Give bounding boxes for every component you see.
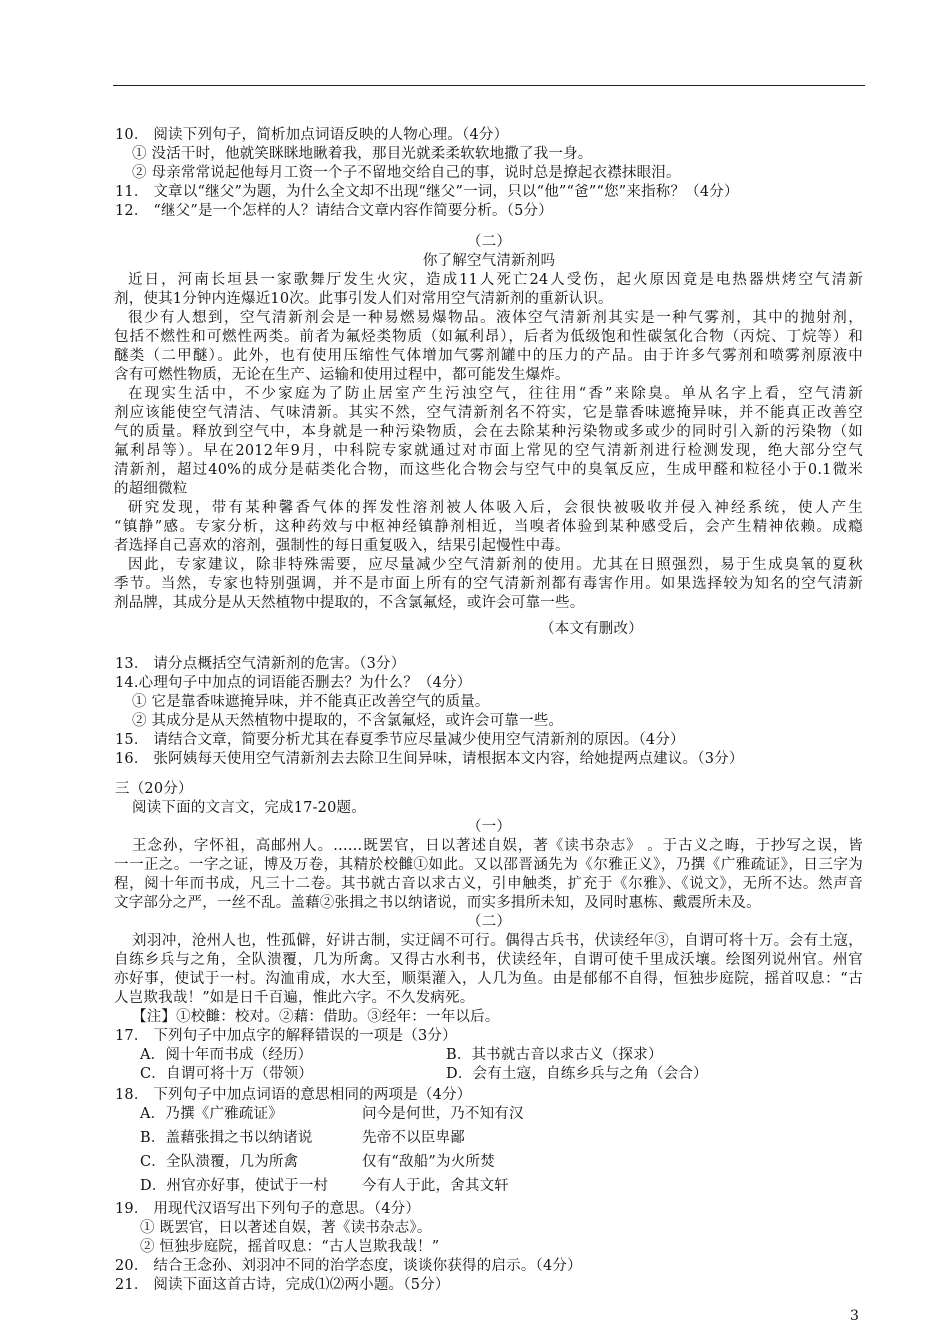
q18-option-a-compare: 问今是何世，乃不知有汉 [362,1106,524,1122]
classical-text-1: 文字部分之严，一丝不乱。盖藉②张揖之书以纳诸说，而实多揖所未知，及同时惠栋、戴震所未及。 [114,895,761,911]
q18-option-c: C．全队溃覆，几为所禽 [140,1154,299,1170]
q19-sentence-2: ② 恒独步庭院，摇首叹息：“古人岂欺我哉！” [140,1239,440,1255]
question-19: 19． 用现代汉语写出下列句子的意思。（4分） [115,1201,421,1217]
question-16: 16． 张阿姨每天使用空气清新剂去去除卫生间异味，请根据本文内容，给她提两点建议。（3分） [115,751,744,767]
article-paragraph-2: 醚类（二甲醚）。此外，也有使用压缩性气体增加气雾剂罐中的压力的产品。由于许多气雾剂和喷雾剂原液中 [114,348,863,364]
question-12: 12． “继父”是一个怎样的人？请结合文章内容作简要分析。（5分） [115,203,553,219]
article-paragraph-3: 氟利昂等）。早在2012年9月，中科院专家就通过对市面上常见的空气清新剂进行检测发现，绝大部分空气 [114,443,863,459]
page-number: 3 [850,1308,859,1324]
header-rule [113,85,865,86]
article-paragraph-5: 季节。当然，专家也特别强调，并不是市面上所有的空气清新剂都有毒害作用。如果选择较为知名的空气清新 [114,576,863,592]
section-2-heading: （二） [466,234,512,250]
classical-text-1-heading: （一） [466,819,512,835]
classical-text-2: 自练乡兵与之角，全队溃覆，几为所禽。又得古水利书，伏读经年，自谓可使千里成沃壤。绘图列说州官。州官 [114,952,863,968]
q17-option-d: D．会有土寇，自练乡兵与之角（会合） [446,1066,708,1082]
classical-text-2: 亦好事，使试于一村。沟洫甫成，水大至，顺渠灌入，人几为鱼。由是郁郁不自得，恒独步庭院，摇首叹息：“古 [114,971,863,987]
question-15: 15． 请结合文章，简要分析尤其在春夏季节应尽量减少使用空气清新剂的原因。（4分） [115,732,685,748]
question-17: 17． 下列句子中加点字的解释错误的一项是（3分） [115,1028,457,1044]
section-3-heading: 三（20分） [115,781,193,797]
question-11: 11． 文章以“继父”为题，为什么全文却不出现“继父”一词，只以“他”“爸”“您”来指称？（4分） [115,184,739,200]
q18-option-b: B．盖藉张揖之书以纳诸说 [140,1130,313,1146]
section-3-instruction: 阅读下面的文言文，完成17-20题。 [132,800,366,816]
article-paragraph-3: 气的质量。释放到空气中，本身就是一种污染物质，会在去除某种污染物或多或少的同时引入新的污染物（如 [114,424,863,440]
article-paragraph-1: 近日，河南长垣县一家歌舞厅发生火灾，造成11人死亡24人受伤，起火原因竟是电热器烘烤空气清新 [128,272,863,288]
classical-text-1: 王念孙，字怀祖，高邮州人。……既罢官，日以著述自娱，著《读书杂志》 。于古义之晦，于抄写之误，皆 [132,838,863,854]
source-note: （本文有删改） [540,621,643,637]
q10-sentence-2: ② 母亲常常说起他每月工资一个子不留地交给自己的事，说时总是撩起衣襟抹眼泪。 [132,165,681,181]
q19-sentence-1: ① 既罢官，日以著述自娱，著《读书杂志》。 [140,1220,432,1236]
article-paragraph-3: 剂应该能使空气清洁、气味清新。其实不然，空气清新剂名不符实，它是靠香味遮掩异味，并不能真正改善空 [114,405,863,421]
question-14: 14.心理句子中加点的词语能否删去？为什么？（4分） [115,675,472,691]
question-20: 20． 结合王念孙、刘羽冲不同的治学态度，谈谈你获得的启示。（4分） [115,1258,582,1274]
q18-option-d-compare: 今有人于此，舍其文轩 [362,1178,509,1194]
article-paragraph-2: 包括不燃性和可燃性两类。前者为氟烃类物质（如氟利昂），后者为低级饱和性碳氢化合物（丙烷、丁烷等）和 [114,329,863,345]
article-paragraph-3: 在现实生活中，不少家庭为了防止居室产生污浊空气，往往用“香”来除臭。单从名字上看，空气清新 [128,386,863,402]
article-paragraph-5: 因此，专家建议，除非特殊需要，应尽量减少空气清新剂的使用。尤其在日照强烈，易于生成臭氧的夏秋 [128,557,863,573]
article-title: 你了解空气清新剂吗 [422,253,556,269]
q18-option-b-compare: 先帝不以臣卑鄙 [362,1130,465,1146]
article-paragraph-2: 含有可燃性物质，无论在生产、运输和使用过程中，都可能发生爆炸。 [114,367,570,383]
article-paragraph-4: 研究发现，带有某种馨香气体的挥发性溶剂被人体吸入后，会很快被吸收并侵入神经系统，使人产生 [128,500,863,516]
classical-text-1: 一一正之。一字之证，博及万卷，其精於校雠①如此。又以邵晋涵先为《尔雅正义》，乃撰《广雅疏证》，日三字为 [114,857,863,873]
classical-text-1: 程，阅十年而书成，凡三十二卷。其书就古音以求古义，引申触类，扩充于《尔雅》、《说文》，无所不达。然声音 [114,876,863,892]
question-10: 10． 阅读下列句子，简析加点词语反映的人物心理。（4分） [115,127,509,143]
article-paragraph-4: “镇静”感。专家分析，这种药效与中枢神经镇静剂相近，当嗅者体验到某种感受后，会产生精神依赖。成瘾 [114,519,863,535]
article-paragraph-4: 者选择自己喜欢的溶剂，强制性的每日重复吸入，结果引起慢性中毒。 [114,538,570,554]
article-paragraph-3: 清新剂，超过40%的成分是萜类化合物，而这些化合物会与空气中的臭氧反应，生成甲醛和粒径小于0.1微米 [114,462,863,478]
q17-option-c: C．自谓可将十万（带领） [140,1066,313,1082]
q18-option-d: D．州官亦好事，使试于一村 [140,1178,329,1194]
classical-text-2: 人岂欺我哉！”如是日千百遍，惟此六字。不久发病死。 [114,990,475,1006]
q18-option-c-compare: 仅有“敌船”为火所焚 [362,1154,495,1170]
question-21: 21． 阅读下面这首古诗，完成⑴⑵两小题。（5分） [115,1277,450,1293]
classical-text-2-heading: （二） [466,914,512,930]
q18-option-a: A．乃撰《广雅疏证》 [140,1106,283,1122]
q14-sentence-1: ① 它是靠香味遮掩异味，并不能真正改善空气的质量。 [132,694,490,710]
footnotes: 【注】①校雠：校对。②藉：借助。③经年：一年以后。 [132,1009,500,1025]
question-18: 18． 下列句子中加点词语的意思相同的两项是（4分） [115,1087,472,1103]
article-paragraph-1: 剂，使其1分钟内连爆近10次。此事引发人们对常用空气清新剂的重新认识。 [114,291,613,307]
q10-sentence-1: ① 没活干时，他就笑眯眯地瞅着我，那目光就柔柔软软地撒了我一身。 [132,146,593,162]
article-paragraph-2: 很少有人想到，空气清新剂会是一种易燃易爆物品。液体空气清新剂其实是一种气雾剂，其中的抛射剂， [128,310,863,326]
q14-sentence-2: ② 其成分是从天然植物中提取的，不含氯氟烃，或许会可靠一些。 [132,713,564,729]
classical-text-2: 刘羽冲，沧州人也，性孤僻，好讲古制，实迂阔不可行。偶得古兵书，伏读经年③，自谓可将十万。会有土寇， [132,933,863,949]
article-paragraph-5: 剂品牌，其成分是从天然植物中提取的，不含氯氟烃，或许会可靠一些。 [114,595,585,611]
question-13: 13． 请分点概括空气清新剂的危害。（3分） [115,656,406,672]
q17-option-a: A．阅十年而书成（经历） [140,1047,313,1063]
article-paragraph-3: 的超细微粒 [114,481,188,497]
q17-option-b: B．其书就古音以求古义（探求） [446,1047,663,1063]
